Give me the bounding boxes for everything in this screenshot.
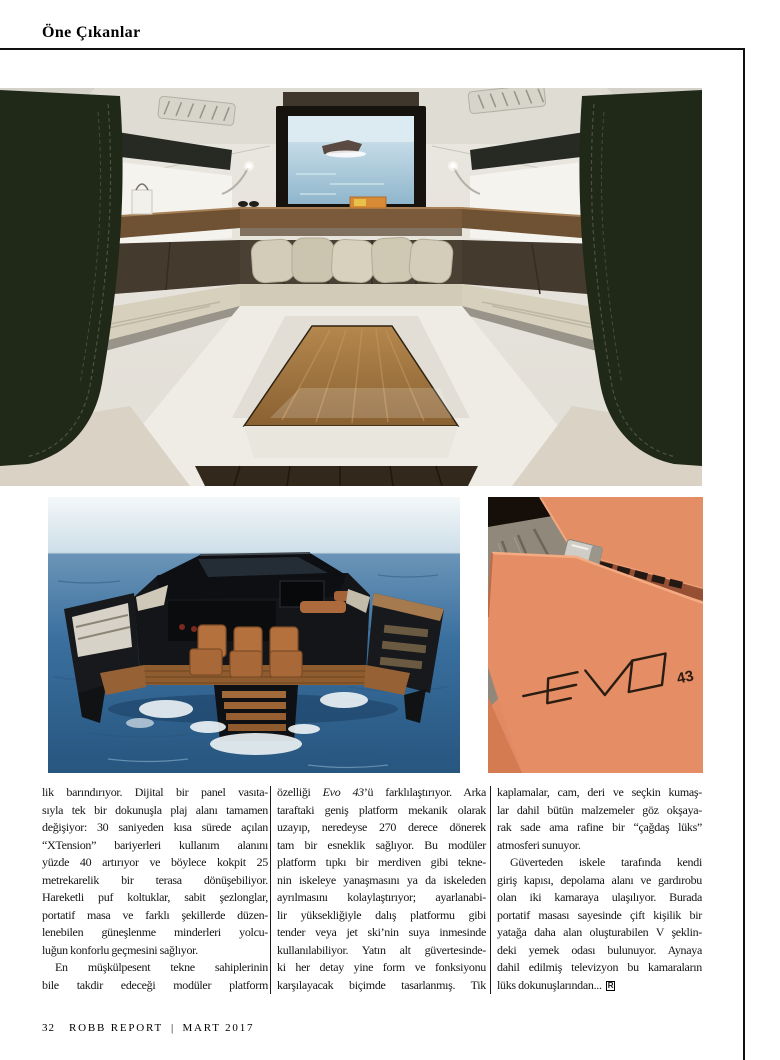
text-line: bile takdir edeceği modüler platform [42, 978, 268, 993]
article-column-2 [277, 784, 486, 995]
text-line: kullanılabiliyor. Yatın alt güvertesinde- [277, 942, 486, 957]
text-line: luğun konforlu geçmesini sağlıyor. [42, 942, 198, 957]
text-line: metrekarelik bir terasa dönüşebiliyor. [42, 872, 268, 887]
article-column-3 [497, 784, 702, 995]
text-line: “XTension” bariyerleri kullanım alanını [42, 837, 268, 852]
stern-stairs [214, 685, 298, 741]
text-line: karşılayacak biçimde tasarlanmış. Tik [277, 978, 486, 993]
stern-illustration [48, 497, 460, 773]
text-line: atmosferi sunuyor. [497, 837, 581, 852]
text-line: portatif masa ve farklı şekillerde düzen- [42, 907, 268, 922]
text-line: ayrılmasını kolaylaştırıyor; ayarlanabi- [277, 890, 486, 905]
text-line: ki her detay yine form ve fonksiyonu [277, 960, 486, 975]
end-of-article-mark: R [607, 981, 614, 991]
text-line: kaplamalar, cam, deri ve seçkin kumaş- [497, 785, 702, 799]
stern-photo [48, 497, 460, 773]
column-separator [490, 786, 491, 994]
column-separator [270, 786, 271, 994]
text-line: uzayıp, neredeyse 270 derece dönerek [277, 820, 486, 835]
text-line: Hareketli puf koltuklar, sabit şezlonglar, [42, 890, 268, 905]
text-line: lenebilen güneşlenme minderleri yolcu- [42, 925, 268, 940]
interior-photo [0, 88, 702, 486]
text-line: rak sade ama rafine bir “çağdaş lüks” [497, 820, 702, 835]
text-line: lar dahil bütün malzemeler göz okşaya- [497, 802, 702, 817]
detail-illustration [488, 497, 703, 773]
text-line: değişiyor: 30 saniyeden kısa sürede açılan [42, 820, 268, 835]
text-line: yatağa daha alan oluşturabilen V şeklin- [497, 925, 702, 940]
text-line: sıyla tek bir dokunuşla plaj alanı tamamen [42, 802, 268, 817]
page-number: 32 [42, 1022, 55, 1034]
pillows [251, 237, 454, 284]
logo-number: 43 [675, 667, 696, 688]
interior-illustration [0, 88, 702, 486]
text-line: özelliği Evo 43’ü farklılaştırıyor. Arka [277, 785, 486, 799]
text-line: platform tıpkı bir merdiven gibi tekne- [277, 855, 486, 870]
text-line: tender veya jet ski’nin suya inmesinde [277, 925, 486, 940]
text-line: olan iki kamaraya ulaşılıyor. Burada [497, 890, 702, 905]
text-line: En müşkülpesent tekne sahiplerinin [55, 960, 268, 975]
magazine-name: ROBB REPORT [69, 1022, 164, 1034]
text-line: dahil edilmiş televizyon bu kamaraların [497, 960, 702, 975]
text-line: tam bir esneklik sağlıyor. Bu modüler [277, 837, 486, 852]
footer-separator: | [171, 1022, 175, 1034]
text-line: lir yüksekliğiyle dalış platformu gibi [277, 907, 486, 922]
header-rule [0, 48, 744, 50]
page-footer [42, 1022, 254, 1034]
dark-wood-floor [195, 466, 478, 486]
issue-date: MART 2017 [182, 1022, 255, 1034]
text-line: lik barındırıyor. Dijital bir panel vasıta- [42, 785, 268, 799]
sky [48, 497, 460, 555]
text-line: yüzde 40 artırıyor ve böylece kokpit 25 [42, 855, 268, 870]
boat-name-italic: Evo 43 [322, 785, 364, 799]
detail-photo [488, 497, 703, 773]
text-line: deki yemek odası bulunuyor. Aynaya [497, 942, 702, 957]
text-line: Güverteden iskele tarafında kendi [510, 855, 702, 870]
text-line: taraftaki geniş platform mekanik olarak [277, 802, 486, 817]
deck-chairs [190, 625, 302, 677]
text-line: nin iskeleye yanaşmasını ya da iskeleden [277, 872, 486, 887]
article-column-1 [42, 784, 268, 995]
page-edge-rule [743, 48, 745, 1060]
section-header: Öne Çıkanlar [42, 24, 141, 41]
text-line: portatif masası sayesinde çift kişilik bir [497, 907, 702, 922]
text-line: lüks dokunuşlarından... R [497, 978, 614, 993]
text-line: giriş kapısı, depolama alanı ve gardırobu [497, 872, 702, 887]
